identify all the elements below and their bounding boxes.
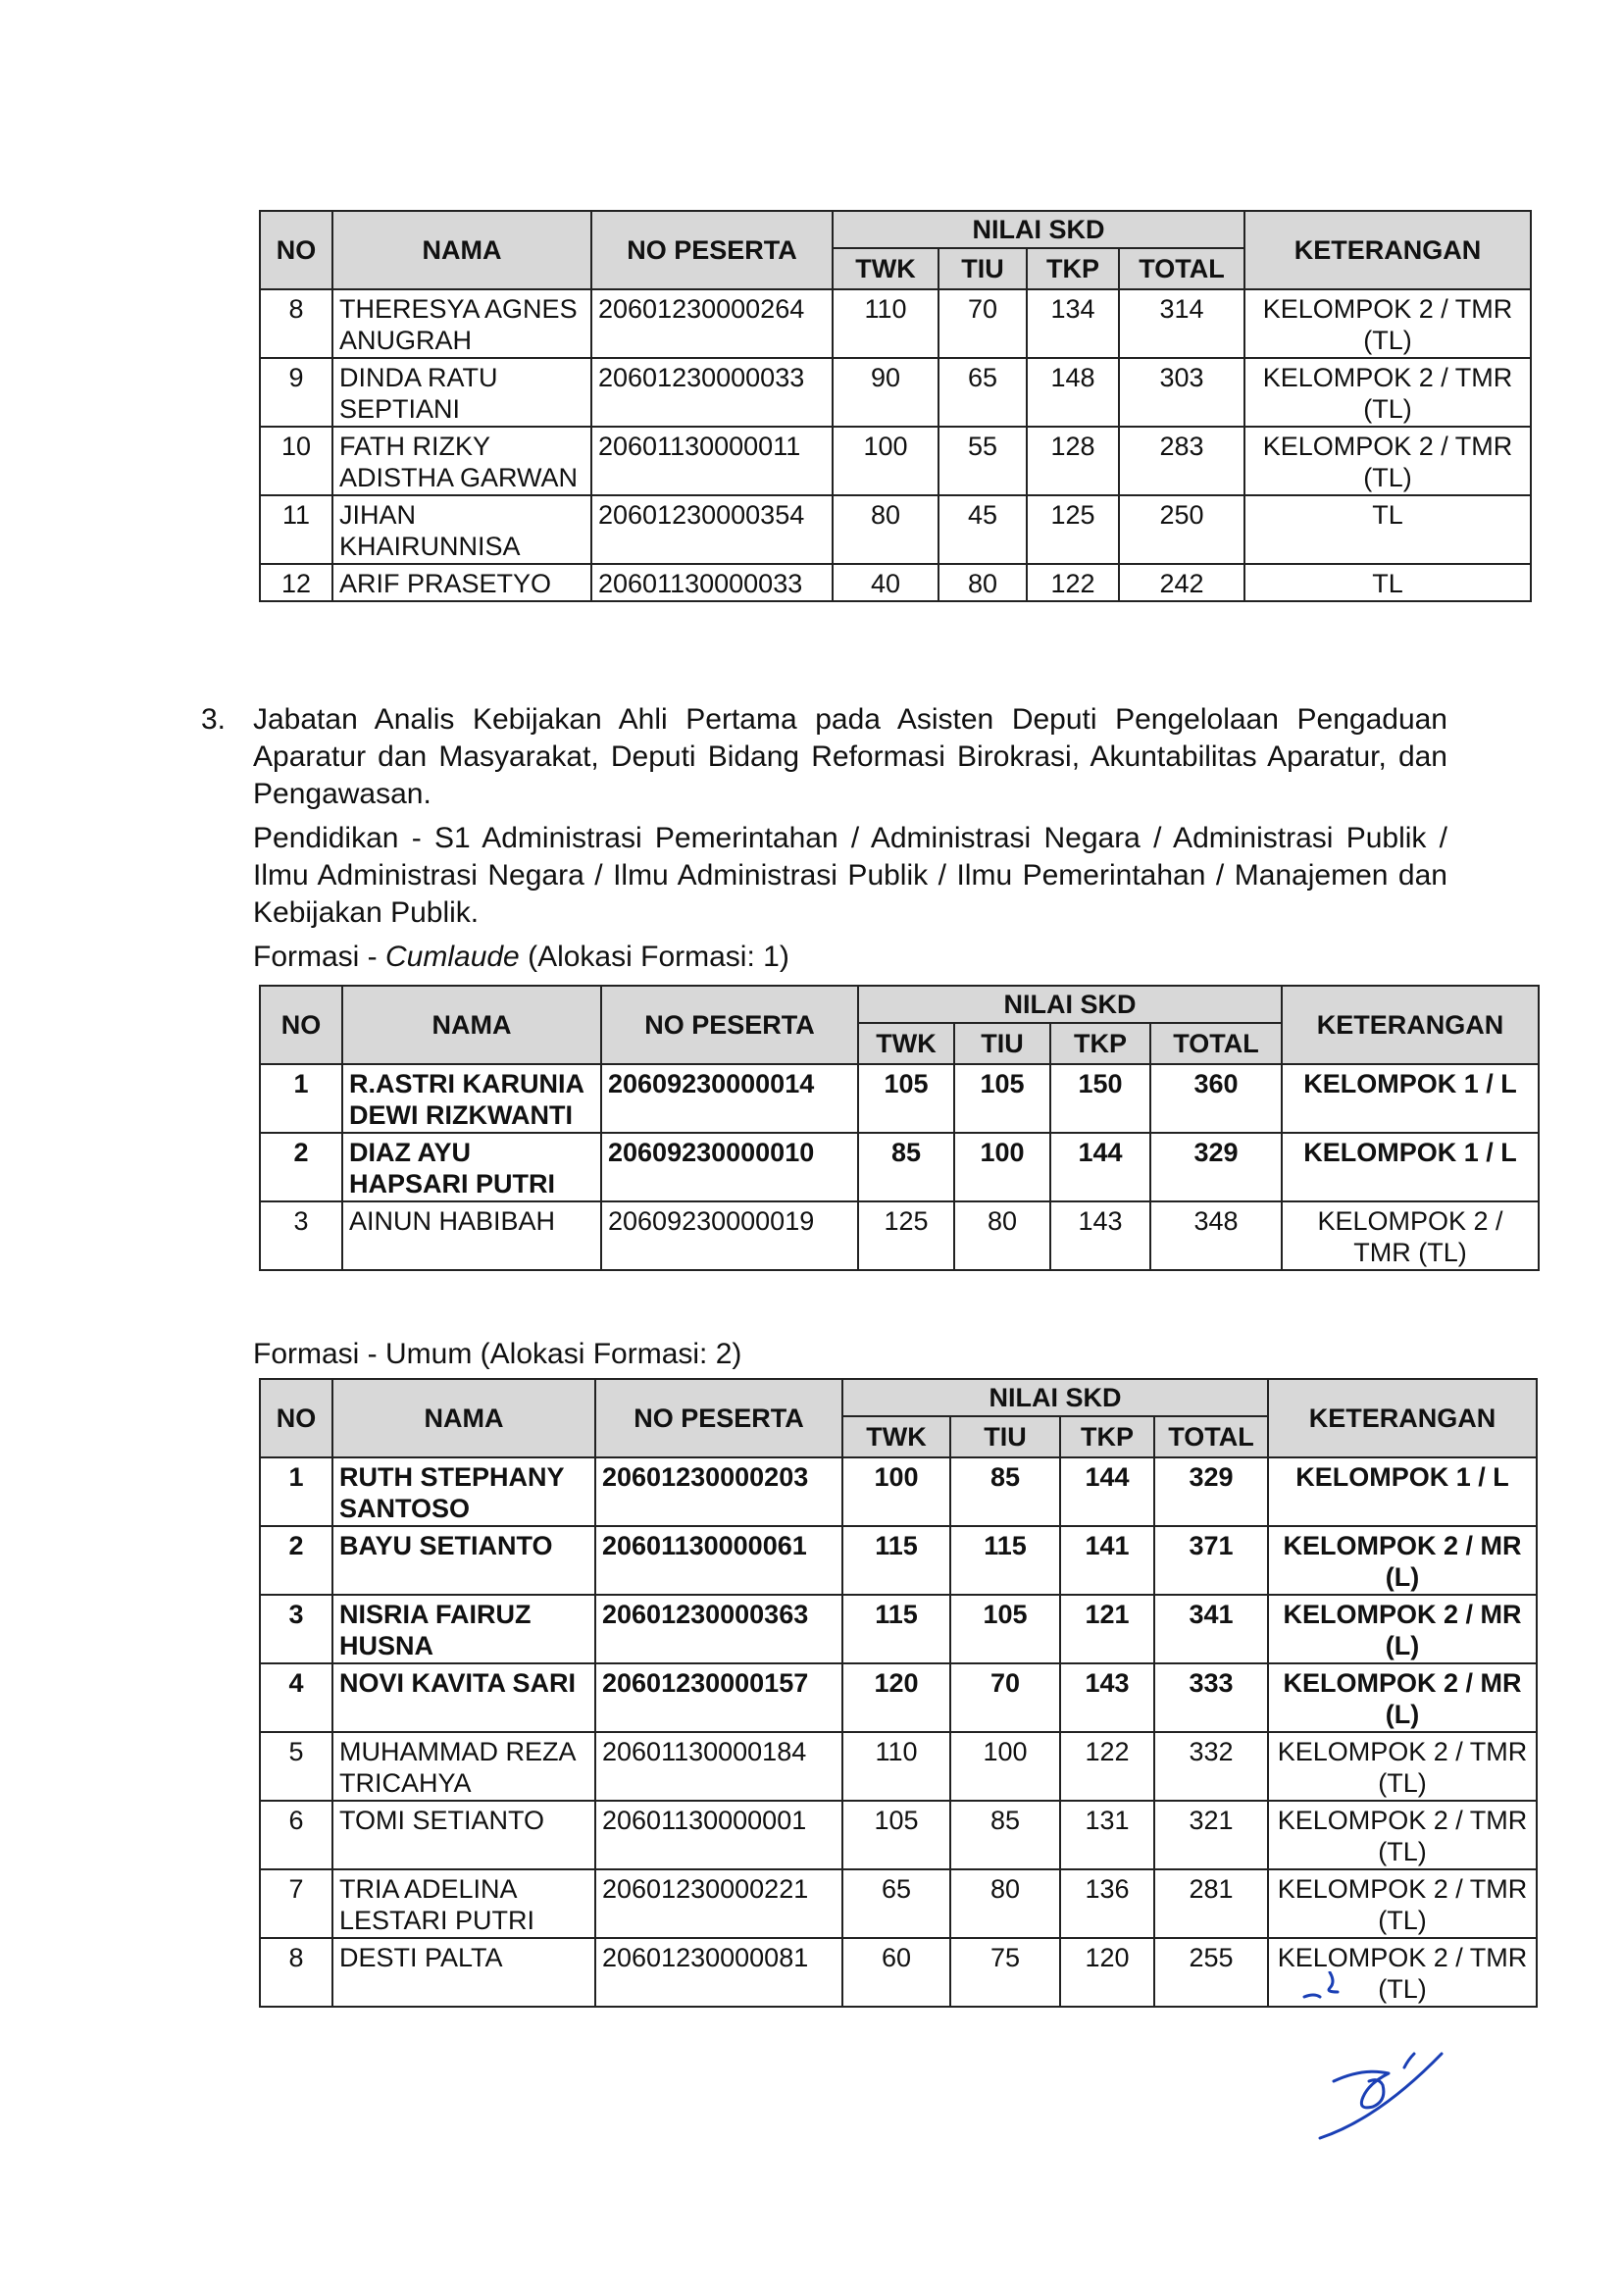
formasi-cumlaude-name: Cumlaude (385, 941, 520, 973)
table-row (260, 495, 1531, 564)
header-nilai-skd: NILAI SKD (833, 211, 1244, 248)
cell-tiu: 80 (938, 564, 1027, 601)
section-number: 3. (201, 703, 227, 736)
header-total: TOTAL (1150, 1023, 1282, 1064)
cell-no-peserta: 20601230000264 (591, 289, 833, 358)
cell-tkp: 143 (1050, 1201, 1150, 1270)
cell-total: 281 (1154, 1869, 1268, 1938)
cell-twk: 125 (858, 1201, 954, 1270)
cell-twk: 60 (842, 1938, 950, 2007)
cell-twk: 100 (842, 1457, 950, 1526)
cell-no: 9 (260, 358, 332, 427)
cell-nama: THERESYA AGNES ANUGRAH (332, 289, 591, 358)
cell-total: 332 (1154, 1732, 1268, 1801)
header-nilai-skd: NILAI SKD (842, 1379, 1268, 1416)
cell-no-peserta: 20601130000033 (591, 564, 833, 601)
results-table-cumlaude (259, 985, 1540, 1271)
cell-nama: RUTH STEPHANY SANTOSO (332, 1457, 595, 1526)
header-total: TOTAL (1119, 248, 1244, 289)
cell-twk: 110 (833, 289, 938, 358)
cell-keterangan: KELOMPOK 2 / MR (L) (1268, 1526, 1537, 1595)
header-tiu: TIU (950, 1416, 1060, 1457)
cell-no: 7 (260, 1869, 332, 1938)
cell-nama: AINUN HABIBAH (342, 1201, 601, 1270)
cell-twk: 100 (833, 427, 938, 495)
header-nama: NAMA (332, 1379, 595, 1457)
cell-keterangan: KELOMPOK 2 / TMR (TL) (1268, 1938, 1537, 2007)
cell-tiu: 70 (950, 1663, 1060, 1732)
cell-nama: BAYU SETIANTO (332, 1526, 595, 1595)
table-row (260, 1133, 1539, 1201)
cell-no: 4 (260, 1663, 332, 1732)
table-row (260, 1064, 1539, 1133)
cell-total: 303 (1119, 358, 1244, 427)
cell-tkp: 141 (1060, 1526, 1154, 1595)
table-row (260, 564, 1531, 601)
cell-tiu: 105 (950, 1595, 1060, 1663)
cell-total: 371 (1154, 1526, 1268, 1595)
header-no: NO (260, 1379, 332, 1457)
cell-twk: 120 (842, 1663, 950, 1732)
cell-nama: DIAZ AYU HAPSARI PUTRI (342, 1133, 601, 1201)
table-row (260, 1801, 1537, 1869)
cell-keterangan: KELOMPOK 1 / L (1268, 1457, 1537, 1526)
header-nilai-skd: NILAI SKD (858, 986, 1282, 1023)
header-keterangan: KETERANGAN (1244, 211, 1531, 289)
header-no: NO (260, 986, 342, 1064)
cell-keterangan: TL (1244, 495, 1531, 564)
cell-no-peserta: 20601230000081 (595, 1938, 842, 2007)
cell-no-peserta: 20601130000184 (595, 1732, 842, 1801)
cell-nama: R.ASTRI KARUNIA DEWI RIZKWANTI (342, 1064, 601, 1133)
cell-keterangan: KELOMPOK 2 / MR (L) (1268, 1663, 1537, 1732)
cell-keterangan: KELOMPOK 2 / TMR (TL) (1244, 358, 1531, 427)
cell-no-peserta: 20601130000011 (591, 427, 833, 495)
cell-total: 333 (1154, 1663, 1268, 1732)
cell-nama: NISRIA FAIRUZ HUSNA (332, 1595, 595, 1663)
header-no-peserta: NO PESERTA (595, 1379, 842, 1457)
cell-total: 321 (1154, 1801, 1268, 1869)
table-row (260, 1732, 1537, 1801)
cell-no: 12 (260, 564, 332, 601)
header-tkp: TKP (1060, 1416, 1154, 1457)
cell-tiu: 85 (950, 1801, 1060, 1869)
header-no-peserta: NO PESERTA (601, 986, 858, 1064)
cell-no-peserta: 20601130000001 (595, 1801, 842, 1869)
cell-twk: 90 (833, 358, 938, 427)
header-tkp: TKP (1027, 248, 1119, 289)
cell-nama: JIHAN KHAIRUNNISA (332, 495, 591, 564)
cell-keterangan: KELOMPOK 1 / L (1282, 1064, 1539, 1133)
cell-total: 242 (1119, 564, 1244, 601)
cell-no-peserta: 20609230000010 (601, 1133, 858, 1201)
header-nama: NAMA (342, 986, 601, 1064)
cell-twk: 85 (858, 1133, 954, 1201)
cell-no: 3 (260, 1201, 342, 1270)
cell-no: 5 (260, 1732, 332, 1801)
cell-tiu: 80 (950, 1869, 1060, 1938)
cell-tkp: 144 (1050, 1133, 1150, 1201)
cell-keterangan: KELOMPOK 2 / TMR (TL) (1268, 1869, 1537, 1938)
cell-no: 2 (260, 1526, 332, 1595)
cell-nama: DESTI PALTA (332, 1938, 595, 2007)
cell-no: 10 (260, 427, 332, 495)
cell-tiu: 70 (938, 289, 1027, 358)
cell-nama: NOVI KAVITA SARI (332, 1663, 595, 1732)
cell-total: 250 (1119, 495, 1244, 564)
pendidikan-text: Pendidikan - S1 Administrasi Pemerintahan / Administrasi Negara / Administrasi Publik / Ilmu Administrasi Negara / Ilmu Administrasi Publik / Ilmu Pemerintahan / Manajemen dan Kebijakan Publik. (253, 822, 1447, 929)
cell-no: 6 (260, 1801, 332, 1869)
cell-twk: 80 (833, 495, 938, 564)
cell-tkp: 131 (1060, 1801, 1154, 1869)
header-twk: TWK (833, 248, 938, 289)
table-row (260, 1595, 1537, 1663)
handwritten-initials (1294, 1971, 1491, 2168)
cell-tiu: 75 (950, 1938, 1060, 2007)
cell-tkp: 125 (1027, 495, 1119, 564)
table-row (260, 358, 1531, 427)
cell-total: 341 (1154, 1595, 1268, 1663)
cell-no-peserta: 20601230000221 (595, 1869, 842, 1938)
cell-nama: MUHAMMAD REZA TRICAHYA (332, 1732, 595, 1801)
cell-no: 1 (260, 1064, 342, 1133)
cell-total: 255 (1154, 1938, 1268, 2007)
table-row (260, 1201, 1539, 1270)
cell-keterangan: KELOMPOK 2 / TMR (TL) (1268, 1732, 1537, 1801)
cell-tkp: 122 (1060, 1732, 1154, 1801)
cell-tiu: 55 (938, 427, 1027, 495)
cell-no-peserta: 20601230000203 (595, 1457, 842, 1526)
header-keterangan: KETERANGAN (1282, 986, 1539, 1064)
table-row (260, 1526, 1537, 1595)
formasi-umum-label: Formasi - Umum (Alokasi Formasi: 2) (253, 1338, 742, 1370)
table-row (260, 427, 1531, 495)
cell-nama: FATH RIZKY ADISTHA GARWAN (332, 427, 591, 495)
cell-nama: TOMI SETIANTO (332, 1801, 595, 1869)
cell-no: 8 (260, 1938, 332, 2007)
cell-no: 8 (260, 289, 332, 358)
cell-twk: 115 (842, 1526, 950, 1595)
cell-tiu: 45 (938, 495, 1027, 564)
cell-tkp: 148 (1027, 358, 1119, 427)
header-tiu: TIU (954, 1023, 1050, 1064)
cell-tkp: 143 (1060, 1663, 1154, 1732)
formasi-cumlaude-label (253, 939, 789, 976)
cell-tiu: 80 (954, 1201, 1050, 1270)
cell-keterangan: TL (1244, 564, 1531, 601)
results-table-continued (259, 210, 1532, 602)
formasi-cumlaude-suffix: (Alokasi Formasi: 1) (519, 941, 789, 973)
cell-no: 11 (260, 495, 332, 564)
header-no-peserta: NO PESERTA (591, 211, 833, 289)
table-row (260, 1457, 1537, 1526)
cell-tiu: 105 (954, 1064, 1050, 1133)
cell-tkp: 136 (1060, 1869, 1154, 1938)
cell-nama: DINDA RATU SEPTIANI (332, 358, 591, 427)
results-table-umum (259, 1378, 1538, 2008)
cell-keterangan: KELOMPOK 2 / TMR (TL) (1268, 1801, 1537, 1869)
cell-twk: 40 (833, 564, 938, 601)
cell-no-peserta: 20609230000019 (601, 1201, 858, 1270)
cell-tkp: 122 (1027, 564, 1119, 601)
cell-tkp: 120 (1060, 1938, 1154, 2007)
cell-keterangan: KELOMPOK 2 / TMR (TL) (1282, 1201, 1539, 1270)
cell-tiu: 100 (950, 1732, 1060, 1801)
cell-tiu: 65 (938, 358, 1027, 427)
cell-twk: 105 (842, 1801, 950, 1869)
cell-nama: ARIF PRASETYO (332, 564, 591, 601)
cell-no: 2 (260, 1133, 342, 1201)
table-row (260, 289, 1531, 358)
table-row (260, 1663, 1537, 1732)
header-total: TOTAL (1154, 1416, 1268, 1457)
cell-total: 360 (1150, 1064, 1282, 1133)
cell-no-peserta: 20601230000363 (595, 1595, 842, 1663)
cell-total: 314 (1119, 289, 1244, 358)
cell-total: 283 (1119, 427, 1244, 495)
cell-total: 329 (1150, 1133, 1282, 1201)
header-tkp: TKP (1050, 1023, 1150, 1064)
cell-keterangan: KELOMPOK 1 / L (1282, 1133, 1539, 1201)
cell-tiu: 115 (950, 1526, 1060, 1595)
header-no: NO (260, 211, 332, 289)
cell-keterangan: KELOMPOK 2 / TMR (TL) (1244, 427, 1531, 495)
cell-no: 3 (260, 1595, 332, 1663)
cell-tiu: 85 (950, 1457, 1060, 1526)
header-tiu: TIU (938, 248, 1027, 289)
cell-nama: TRIA ADELINA LESTARI PUTRI (332, 1869, 595, 1938)
header-twk: TWK (842, 1416, 950, 1457)
cell-tkp: 121 (1060, 1595, 1154, 1663)
cell-no-peserta: 20601230000354 (591, 495, 833, 564)
cell-no: 1 (260, 1457, 332, 1526)
cell-twk: 110 (842, 1732, 950, 1801)
header-nama: NAMA (332, 211, 591, 289)
cell-twk: 105 (858, 1064, 954, 1133)
formasi-cumlaude-prefix: Formasi - (253, 941, 385, 973)
cell-tiu: 100 (954, 1133, 1050, 1201)
cell-tkp: 128 (1027, 427, 1119, 495)
cell-twk: 115 (842, 1595, 950, 1663)
cell-total: 329 (1154, 1457, 1268, 1526)
cell-twk: 65 (842, 1869, 950, 1938)
cell-no-peserta: 20609230000014 (601, 1064, 858, 1133)
jabatan-text: Jabatan Analis Kebijakan Ahli Pertama pada Asisten Deputi Pengelolaan Pengaduan Aparatur dan Masyarakat, Deputi Bidang Reformasi Birokrasi, Akuntabilitas Aparatur, dan Pengawasan. (253, 703, 1447, 810)
cell-tkp: 144 (1060, 1457, 1154, 1526)
cell-keterangan: KELOMPOK 2 / MR (L) (1268, 1595, 1537, 1663)
table-row (260, 1869, 1537, 1938)
header-keterangan: KETERANGAN (1268, 1379, 1537, 1457)
cell-no-peserta: 20601230000157 (595, 1663, 842, 1732)
cell-tkp: 150 (1050, 1064, 1150, 1133)
cell-tkp: 134 (1027, 289, 1119, 358)
cell-no-peserta: 20601130000061 (595, 1526, 842, 1595)
cell-total: 348 (1150, 1201, 1282, 1270)
cell-keterangan: KELOMPOK 2 / TMR (TL) (1244, 289, 1531, 358)
header-twk: TWK (858, 1023, 954, 1064)
cell-no-peserta: 20601230000033 (591, 358, 833, 427)
